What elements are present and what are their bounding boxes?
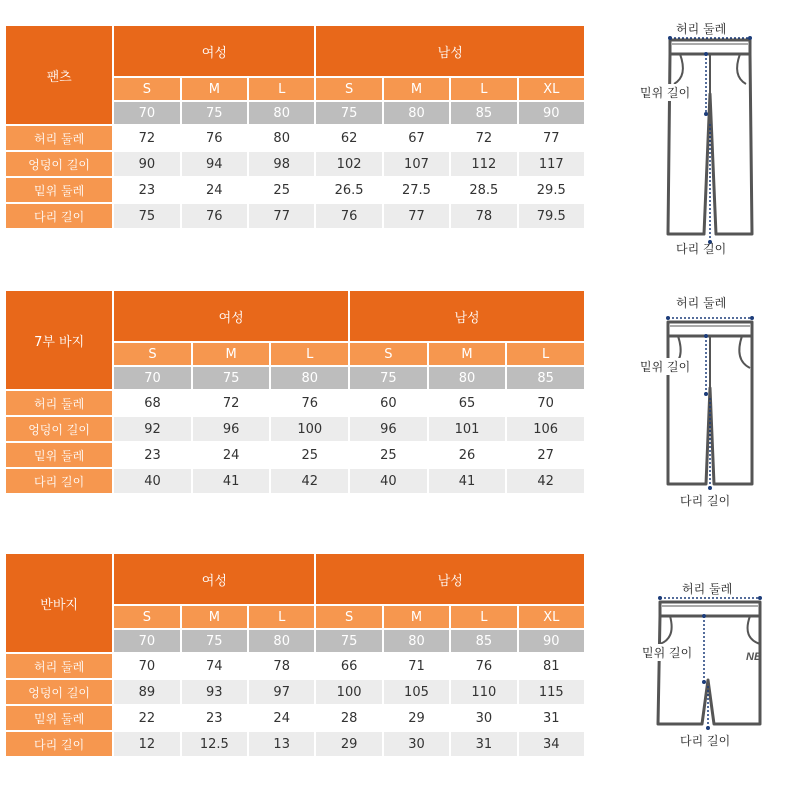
waist-code-cell: 70 [114, 630, 179, 652]
row-label: 다리 길이 [6, 732, 112, 756]
table-row [6, 178, 584, 202]
size-cell: S [316, 78, 381, 100]
size-cell: M [429, 343, 506, 365]
value-cell: 68 [114, 391, 191, 415]
waist-code-cell: 75 [193, 367, 270, 389]
table-row [6, 469, 584, 493]
value-cell: 12 [114, 732, 179, 756]
value-cell: 89 [114, 680, 179, 704]
size-cell: S [316, 606, 381, 628]
value-cell: 25 [271, 443, 348, 467]
table-row [6, 417, 584, 441]
waist-code-cell: 90 [519, 630, 584, 652]
value-cell: 100 [316, 680, 381, 704]
size-cell: M [182, 606, 247, 628]
value-cell: 96 [193, 417, 270, 441]
value-cell: 24 [182, 178, 247, 202]
value-cell: 25 [350, 443, 427, 467]
value-cell: 77 [384, 204, 449, 228]
size-cell: S [114, 343, 191, 365]
value-cell: 112 [451, 152, 516, 176]
shorts-icon [640, 576, 800, 756]
value-cell: 41 [193, 469, 270, 493]
men-header: 남성 [316, 554, 584, 604]
waist-code-cell: 90 [519, 102, 584, 124]
value-cell: 77 [249, 204, 314, 228]
value-cell: 24 [249, 706, 314, 730]
size-table-shorts [4, 552, 586, 758]
value-cell: 40 [350, 469, 427, 493]
waist-label: 허리 둘레 [682, 582, 733, 596]
value-cell: 23 [114, 178, 179, 202]
value-cell: 65 [429, 391, 506, 415]
value-cell: 23 [182, 706, 247, 730]
size-cell: XL [519, 606, 584, 628]
value-cell: 80 [249, 126, 314, 150]
size-cell: XL [519, 78, 584, 100]
size-cell: M [384, 606, 449, 628]
long-pants-icon [630, 14, 790, 264]
women-header: 여성 [114, 554, 314, 604]
category-label: 7부 바지 [6, 291, 112, 389]
waist-code-cell: 75 [182, 630, 247, 652]
waist-code-cell: 75 [316, 102, 381, 124]
waist-code-cell: 70 [114, 367, 191, 389]
size-cell: L [249, 78, 314, 100]
value-cell: 72 [193, 391, 270, 415]
size-cell: M [182, 78, 247, 100]
value-cell: 106 [507, 417, 584, 441]
waist-code-cell: 80 [249, 102, 314, 124]
cropped-pants-diagram [630, 288, 790, 518]
value-cell: 26 [429, 443, 506, 467]
table-row [6, 391, 584, 415]
waist-label: 허리 둘레 [676, 22, 727, 36]
size-cell: L [249, 606, 314, 628]
value-cell: 74 [182, 654, 247, 678]
value-cell: 81 [519, 654, 584, 678]
size-cell: L [271, 343, 348, 365]
row-label: 엉덩이 길이 [6, 680, 112, 704]
table-row [6, 152, 584, 176]
value-cell: 34 [519, 732, 584, 756]
waist-code-cell: 80 [384, 630, 449, 652]
svg-text:NB: NB [746, 651, 762, 663]
waist-code-cell: 75 [316, 630, 381, 652]
value-cell: 26.5 [316, 178, 381, 202]
size-cell: S [114, 78, 179, 100]
value-cell: 66 [316, 654, 381, 678]
table-row [6, 680, 584, 704]
men-header: 남성 [316, 26, 584, 76]
table-row [6, 732, 584, 756]
rise-label: 밑위 길이 [640, 86, 691, 100]
men-header: 남성 [350, 291, 584, 341]
size-table-cropped-pants [4, 289, 586, 495]
value-cell: 27 [507, 443, 584, 467]
value-cell: 60 [350, 391, 427, 415]
value-cell: 75 [114, 204, 179, 228]
size-cell: M [193, 343, 270, 365]
value-cell: 22 [114, 706, 179, 730]
value-cell: 76 [271, 391, 348, 415]
size-cell: S [114, 606, 179, 628]
value-cell: 12.5 [182, 732, 247, 756]
value-cell: 23 [114, 443, 191, 467]
value-cell: 102 [316, 152, 381, 176]
value-cell: 24 [193, 443, 270, 467]
waist-code-cell: 75 [350, 367, 427, 389]
waist-code-cell: 80 [249, 630, 314, 652]
value-cell: 90 [114, 152, 179, 176]
table-row [6, 126, 584, 150]
value-cell: 96 [350, 417, 427, 441]
cropped-pants-icon [630, 288, 790, 518]
size-cell: L [451, 606, 516, 628]
value-cell: 72 [114, 126, 179, 150]
size-table-pants [4, 24, 586, 230]
row-label: 밑위 둘레 [6, 178, 112, 202]
value-cell: 67 [384, 126, 449, 150]
value-cell: 117 [519, 152, 584, 176]
row-label: 엉덩이 길이 [6, 152, 112, 176]
value-cell: 29 [384, 706, 449, 730]
size-cell: S [350, 343, 427, 365]
women-header: 여성 [114, 26, 314, 76]
value-cell: 29.5 [519, 178, 584, 202]
value-cell: 98 [249, 152, 314, 176]
value-cell: 97 [249, 680, 314, 704]
value-cell: 70 [114, 654, 179, 678]
table-row [6, 706, 584, 730]
value-cell: 100 [271, 417, 348, 441]
row-label: 밑위 둘레 [6, 443, 112, 467]
value-cell: 77 [519, 126, 584, 150]
waist-label: 허리 둘레 [676, 296, 727, 310]
waist-code-cell: 85 [451, 102, 516, 124]
size-cell: M [384, 78, 449, 100]
value-cell: 62 [316, 126, 381, 150]
waist-code-cell: 85 [451, 630, 516, 652]
value-cell: 72 [451, 126, 516, 150]
waist-code-cell: 75 [182, 102, 247, 124]
value-cell: 93 [182, 680, 247, 704]
size-cell: L [451, 78, 516, 100]
value-cell: 76 [451, 654, 516, 678]
waist-code-cell: 80 [271, 367, 348, 389]
table-row [6, 204, 584, 228]
value-cell: 27.5 [384, 178, 449, 202]
category-label: 반바지 [6, 554, 112, 652]
row-label: 밑위 둘레 [6, 706, 112, 730]
table-row [6, 443, 584, 467]
value-cell: 105 [384, 680, 449, 704]
leg-label: 다리 길이 [676, 242, 727, 256]
value-cell: 40 [114, 469, 191, 493]
row-label: 허리 둘레 [6, 654, 112, 678]
value-cell: 13 [249, 732, 314, 756]
value-cell: 79.5 [519, 204, 584, 228]
row-label: 엉덩이 길이 [6, 417, 112, 441]
value-cell: 76 [182, 126, 247, 150]
value-cell: 30 [451, 706, 516, 730]
value-cell: 92 [114, 417, 191, 441]
leg-label: 다리 길이 [680, 734, 731, 748]
value-cell: 76 [182, 204, 247, 228]
value-cell: 94 [182, 152, 247, 176]
women-header: 여성 [114, 291, 348, 341]
value-cell: 115 [519, 680, 584, 704]
value-cell: 31 [519, 706, 584, 730]
value-cell: 29 [316, 732, 381, 756]
waist-code-cell: 70 [114, 102, 179, 124]
row-label: 다리 길이 [6, 469, 112, 493]
value-cell: 42 [271, 469, 348, 493]
size-cell: L [507, 343, 584, 365]
value-cell: 71 [384, 654, 449, 678]
leg-label: 다리 길이 [680, 494, 731, 508]
long-pants-diagram [630, 14, 790, 264]
value-cell: 78 [451, 204, 516, 228]
value-cell: 28.5 [451, 178, 516, 202]
category-label: 팬츠 [6, 26, 112, 124]
value-cell: 110 [451, 680, 516, 704]
value-cell: 70 [507, 391, 584, 415]
value-cell: 31 [451, 732, 516, 756]
value-cell: 30 [384, 732, 449, 756]
shorts-diagram [640, 576, 800, 756]
row-label: 다리 길이 [6, 204, 112, 228]
value-cell: 107 [384, 152, 449, 176]
table-row [6, 654, 584, 678]
value-cell: 78 [249, 654, 314, 678]
rise-label: 밑위 길이 [640, 360, 691, 374]
waist-code-cell: 80 [384, 102, 449, 124]
value-cell: 101 [429, 417, 506, 441]
value-cell: 25 [249, 178, 314, 202]
waist-code-cell: 85 [507, 367, 584, 389]
waist-code-cell: 80 [429, 367, 506, 389]
value-cell: 42 [507, 469, 584, 493]
value-cell: 28 [316, 706, 381, 730]
value-cell: 76 [316, 204, 381, 228]
row-label: 허리 둘레 [6, 391, 112, 415]
rise-label: 밑위 길이 [642, 646, 693, 660]
row-label: 허리 둘레 [6, 126, 112, 150]
value-cell: 41 [429, 469, 506, 493]
